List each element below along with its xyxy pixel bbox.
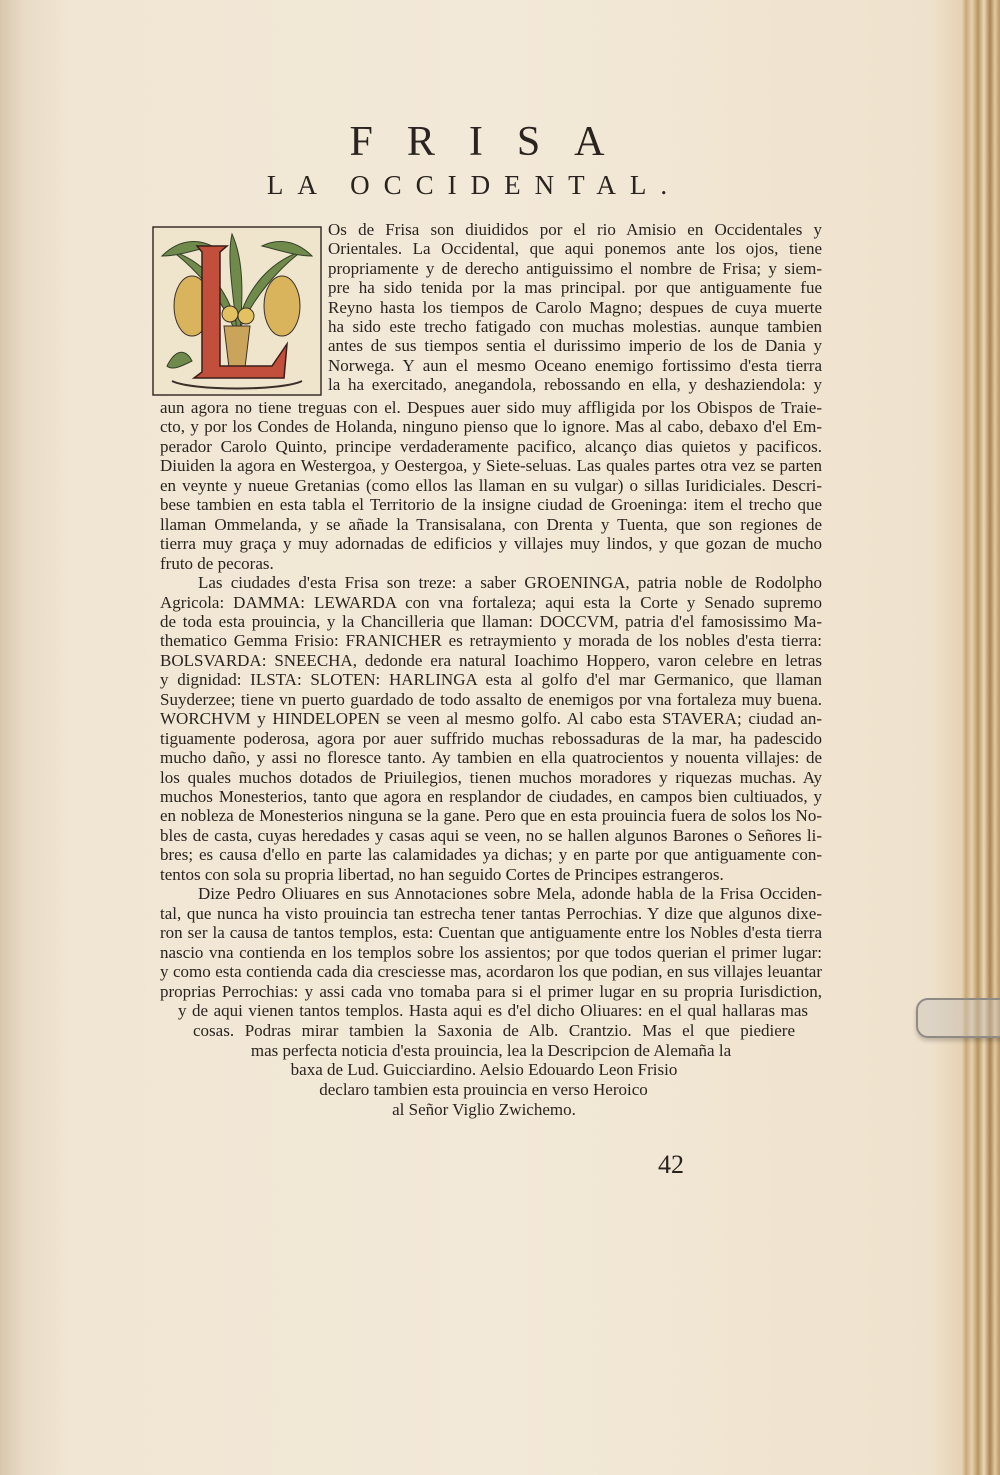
text-line: thematico Gemma Frisio: FRANICHER es retraymiento y morada de los nobles d'esta tierra: bbox=[160, 631, 822, 651]
text-line: aun agora no tiene treguas con el. Despues auer sido muy affligida por los Obispos de Traie- bbox=[160, 398, 822, 417]
page-title: FRISA bbox=[349, 119, 639, 165]
text-line: llaman Ommelanda, y se añade la Transisalana, con Drenta y Tuenta, que son regiones de bbox=[160, 514, 822, 534]
text-line: Os de Frisa son diuididos por el rio Amisio en Occidentales y bbox=[328, 220, 822, 239]
text-line: y dignidad: ILSTA: SLOTEN: HARLINGA esta al golfo d'el mar Germanico, que llaman bbox=[160, 670, 822, 690]
text-line: Diuiden la agora en Westergoa, y Oestergoa, y Siete-seluas. Las quales partes otra vez se parten bbox=[160, 456, 822, 476]
text-line: cto, y por los Condes de Holanda, ninguno pienso que lo ignore. Mas al cabo, debaxo d'el Em- bbox=[160, 417, 822, 437]
text-line: proprias Perrochias: y assi cada vno tomaba para si el primer lugar en su propria Iurisdiction, bbox=[160, 981, 822, 1001]
text-line: ha sido este trecho fatigado con muchas molestias. aunque tambien bbox=[328, 317, 822, 336]
text-line: ron ser la causa de tantos templos, esta: Cuentan que antiguamente entre los Nobles d'esta tierra bbox=[160, 923, 822, 943]
text-line: al Señor Viglio Zwichemo. bbox=[392, 1100, 576, 1119]
text-line: los quales muchos dotados de Priuilegios, tienen muchos moradores y riquezas muchas. Ay bbox=[160, 767, 822, 787]
text-line: Agricola: DAMMA: LEWARDA con vna fortaleza; aqui esta la Corte y Senado supremo bbox=[160, 592, 822, 612]
text-line: propriamente y de derecho antiguissimo el nombre de Frisa; y siem- bbox=[328, 258, 822, 278]
page-subtitle: LA OCCIDENTAL. bbox=[266, 170, 682, 200]
text-line: fruto de pecoras. bbox=[160, 553, 274, 573]
text-line: tal, que nunca ha visto prouincia tan estrecha tener tantas Perrochias. Y dize que algunos dixe- bbox=[160, 903, 822, 923]
text-line: perador Carolo Quinto, principe verdaderamente pacifico, alcanço dias quietos y pacificos. bbox=[160, 436, 822, 456]
text-line: mucho daño, y assi no floresce tanto. Ay tambien en ella quatrocientos y nouenta villajes: de bbox=[160, 748, 822, 768]
text-line: muchos Monesterios, tanto que agora en resplandor de ciudades, en campos bien cultiuados, y bbox=[160, 787, 822, 806]
text-line: tiguamente poderosa, agora por auer suffrido muchas rebossaduras de la mar, ha padescido bbox=[160, 728, 822, 748]
text-line: Dize Pedro Oliuares en sus Annotaciones sobre Mela, adonde habla de la Frisa Occiden- bbox=[198, 884, 822, 904]
text-line: antes de sus tiempos sentia el durissimo imperio de los de Dania y bbox=[328, 336, 822, 356]
text-line: Suyderzee; tiene vn puerto guardado de todo assalto de enemigos por vna fortaleza muy buena. bbox=[160, 689, 822, 709]
text-line: de toda esta prouincia, y la Chancilleria que llaman: DOCCVM, patria d'el famosissimo Ma- bbox=[160, 611, 822, 631]
text-line: la ha exercitado, anegandola, rebossando en ella, y deshaziendola: y bbox=[328, 375, 822, 395]
text-line: Orientales. La Occidental, que aqui ponemos ante los ojos, tiene bbox=[328, 239, 822, 259]
text-line: Norwega. Y aun el mesmo Oceano enemigo fortissimo d'esta tierra bbox=[328, 355, 822, 375]
text-line: y de aqui vienen tantos templos. Hasta aqui es d'el dicho Oliuares: en el qual hallaras mas bbox=[178, 1001, 808, 1020]
text-line: mas perfecta noticia d'esta prouincia, lea la Descripcion de Alemaña la bbox=[250, 1040, 732, 1060]
text-line: BOLSVARDA: SNEECHA, dedonde era natural Ioachimo Hoppero, varon celebre en letras bbox=[160, 650, 822, 670]
decorated-initial-l bbox=[152, 226, 322, 396]
text-line: WORCHVM y HINDELOPEN se veen al mesmo golfo. Al cabo esta STAVERA; ciudad an- bbox=[160, 709, 822, 729]
text-line: declaro tambien esta prouincia en verso Heroico bbox=[319, 1080, 648, 1100]
text-line: pre ha sido tenida por la mas principal. por que antiguamente fue bbox=[328, 278, 822, 298]
text-line: tierra muy graça y muy adornadas de edificios y villajes muy lindos, y que gozan de mucho bbox=[160, 534, 822, 554]
text-line: bres; es causa d'ello en parte las calamidades ya dichas; y en parte por que antiguamente con- bbox=[160, 845, 822, 865]
page-number: 42 bbox=[658, 1150, 684, 1179]
page-clip bbox=[916, 998, 1000, 1038]
text-line: en veynte y nueue Gretanias (como ellos las llaman en su vulgar) o sillas Iuridiciales. Descri- bbox=[160, 475, 822, 495]
text-line: baxa de Lud. Guicciardino. Aelsio Edouardo Leon Frisio bbox=[290, 1060, 678, 1080]
text-line: y como esta contienda cada dia cresciesse mas, acordaron los que podian, en sus villajes leuantar bbox=[160, 962, 822, 982]
text-line: Reyno hasta los tiempos de Carolo Magno; despues de cuya muerte bbox=[328, 297, 822, 317]
text-line: en nobleza de Monesterios ninguna se la gane. Pero que en esta prouincia fuera de solos los No- bbox=[160, 806, 822, 826]
text-line: bles de casta, cuyas heredades y casas aqui se veen, no se hallen algunos Barones o Señores li- bbox=[160, 825, 822, 845]
text-line: Las ciudades d'esta Frisa son treze: a saber GROENINGA, patria noble de Rodolpho bbox=[198, 573, 822, 593]
text-line: tentos con sola su propria libertad, no han seguido Cortes de Principes estrangeros. bbox=[160, 864, 724, 884]
text-line: bese tambien en esta tabla el Territorio de la insigne ciudad de Groeninga: item el trecho que bbox=[160, 495, 822, 515]
text-line: nascio vna contienda en los templos sobre los assientos; por que todos querian el primer lugar: bbox=[160, 942, 822, 962]
text-line: cosas. Podras mirar tambien la Saxonia de Alb. Crantzio. Mas el que piediere bbox=[193, 1020, 795, 1040]
